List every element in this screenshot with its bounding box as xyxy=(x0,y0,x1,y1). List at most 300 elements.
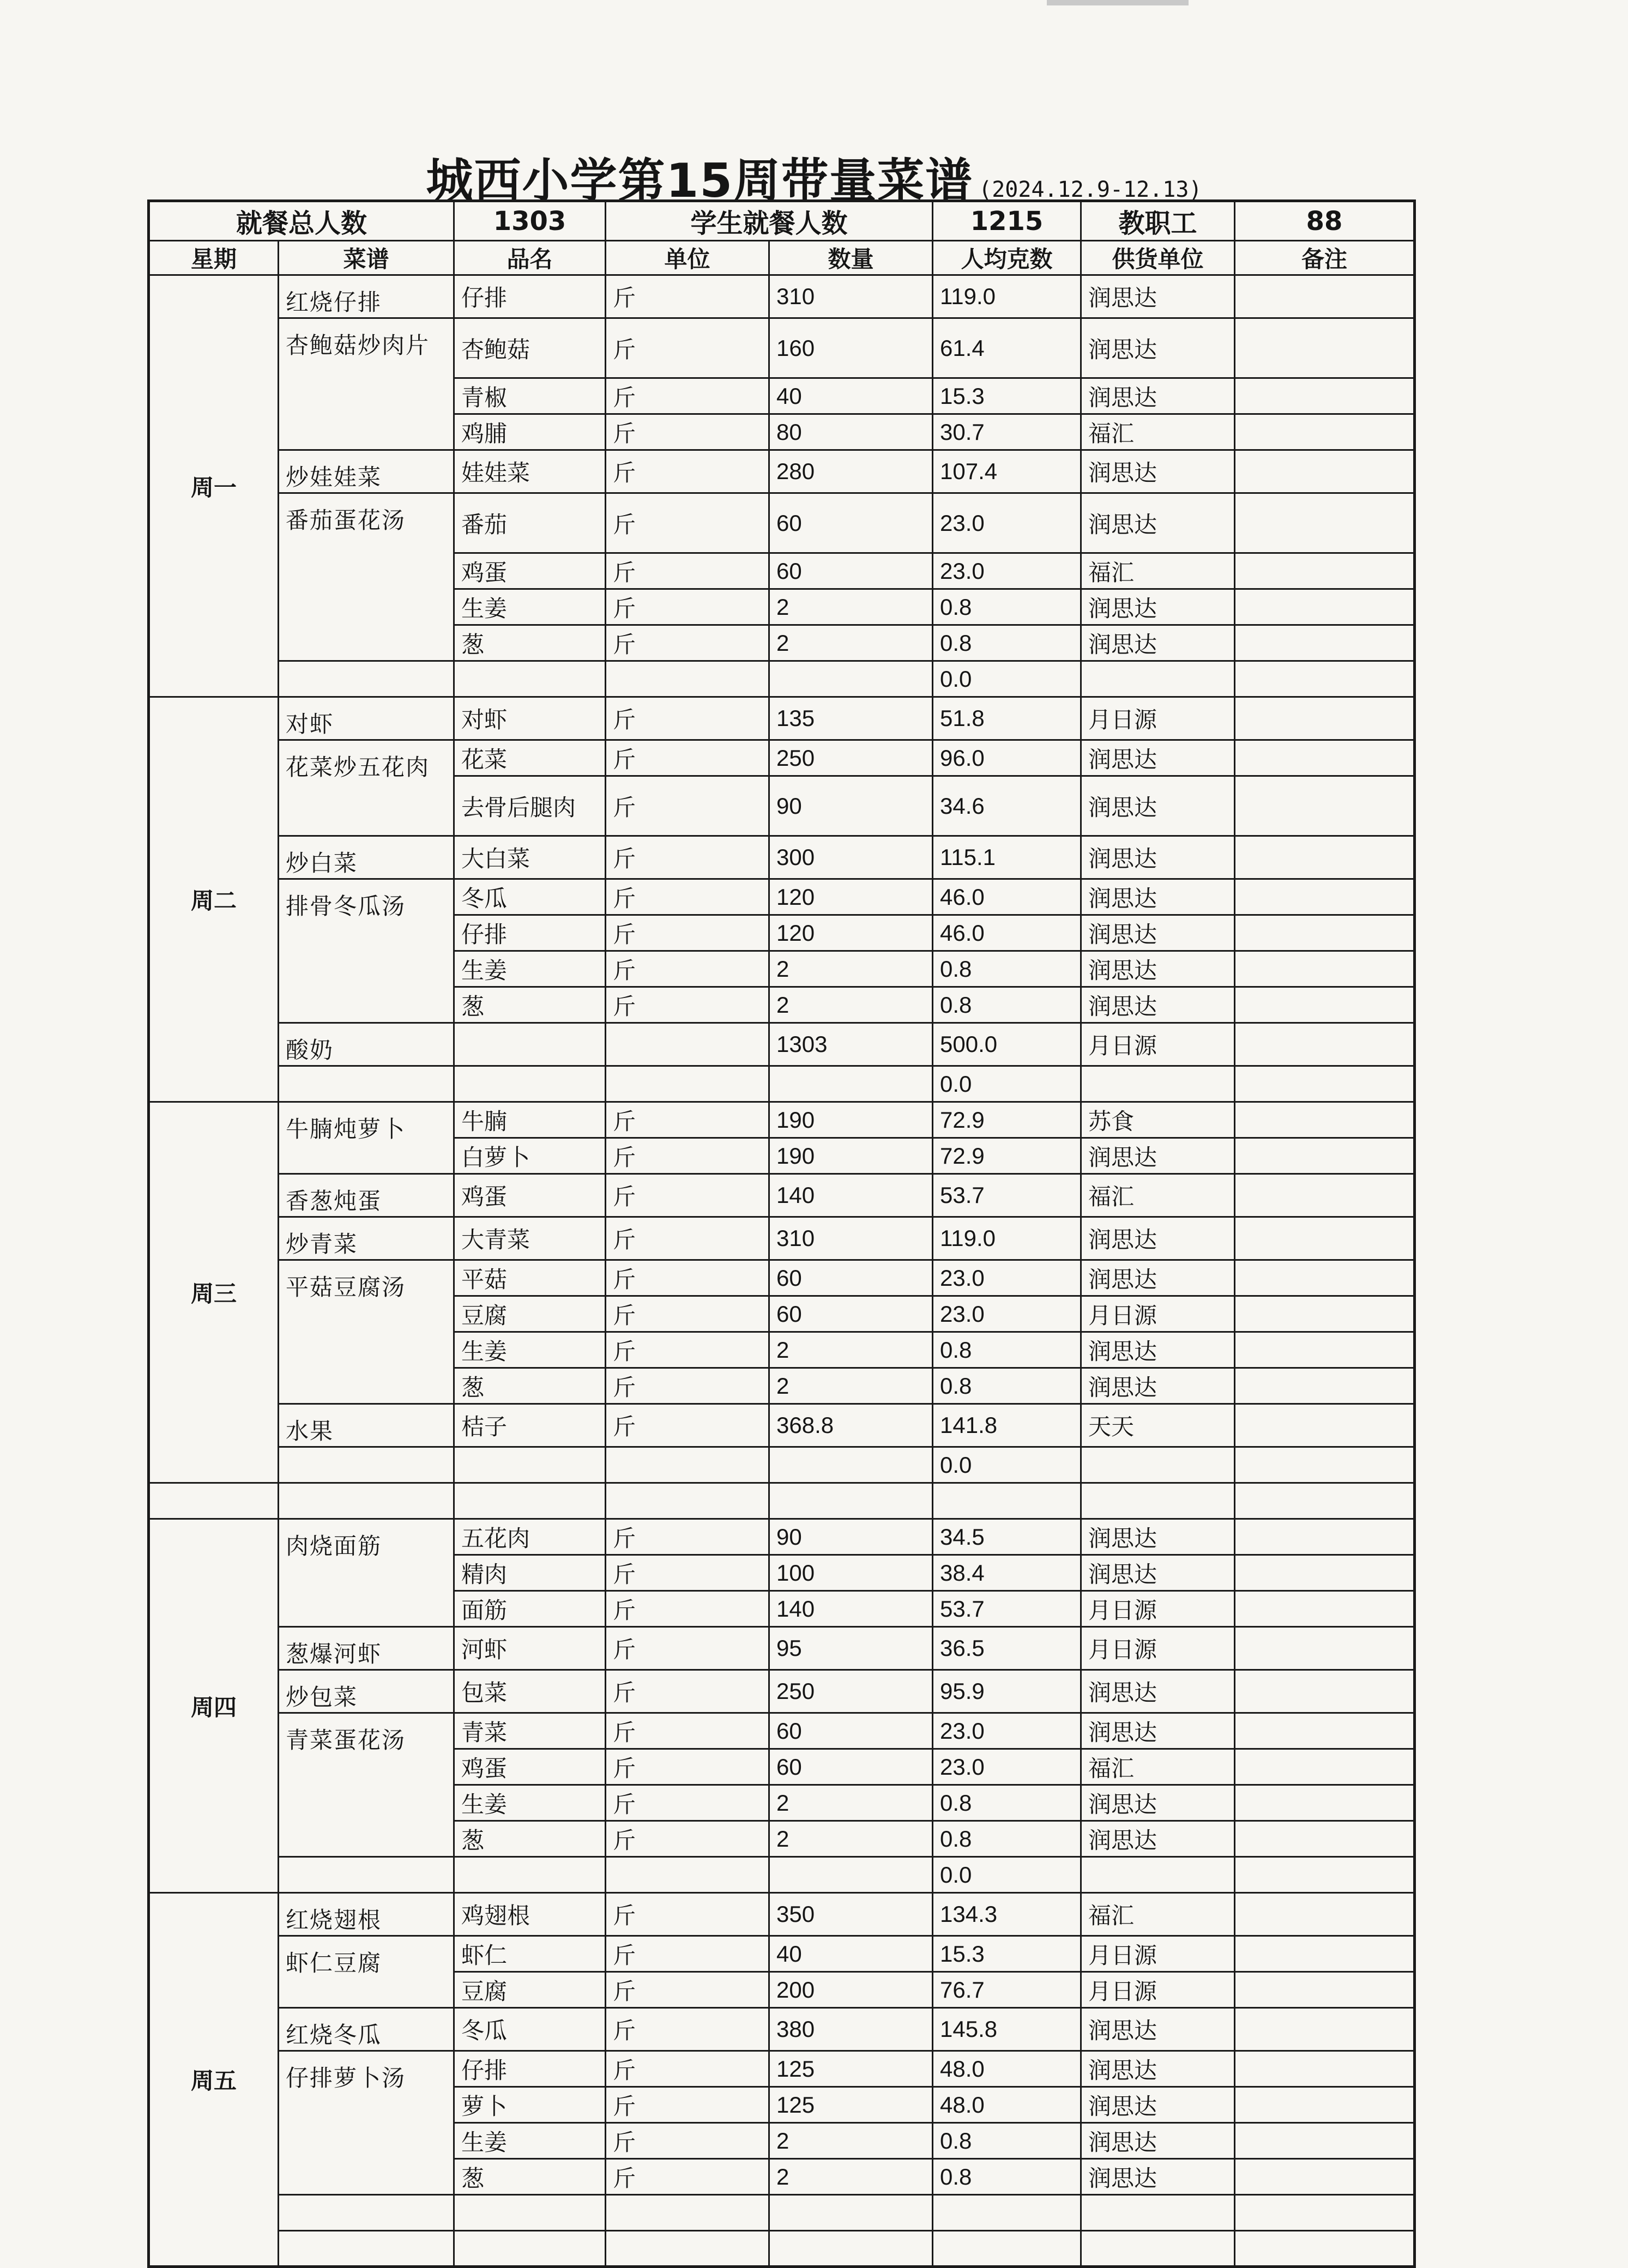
supplier-cell: 润思达 xyxy=(1081,275,1235,318)
unit-cell xyxy=(606,2231,769,2267)
per-capita-cell: 23.0 xyxy=(933,1749,1081,1785)
supplier-cell: 福汇 xyxy=(1081,414,1235,450)
remark-cell xyxy=(1235,1296,1415,1332)
dish-cell xyxy=(279,2195,454,2231)
supplier-cell xyxy=(1081,1066,1235,1102)
table-row xyxy=(149,493,1415,553)
qty-cell: 280 xyxy=(769,450,933,493)
supplier-cell: 润思达 xyxy=(1081,740,1235,776)
per-capita-cell: 23.0 xyxy=(933,493,1081,553)
qty-cell: 250 xyxy=(769,1670,933,1713)
remark-cell xyxy=(1235,1066,1415,1102)
table-row xyxy=(149,2008,1415,2051)
item-cell: 豆腐 xyxy=(454,1296,606,1332)
table-row xyxy=(149,836,1415,879)
item-cell: 萝卜 xyxy=(454,2087,606,2123)
item-cell xyxy=(454,1447,606,1483)
spacer-cell xyxy=(1235,1483,1415,1519)
dish-cell: 香葱炖蛋 xyxy=(279,1174,454,1217)
dish-cell: 平菇豆腐汤 xyxy=(279,1260,454,1404)
unit-cell: 斤 xyxy=(606,1404,769,1447)
remark-cell xyxy=(1235,1936,1415,1972)
supplier-cell: 润思达 xyxy=(1081,1821,1235,1857)
table-row xyxy=(149,1404,1415,1447)
unit-cell: 斤 xyxy=(606,493,769,553)
col-header-remark: 备注 xyxy=(1235,241,1415,275)
qty-cell: 60 xyxy=(769,1749,933,1785)
item-cell: 葱 xyxy=(454,987,606,1023)
per-capita-cell: 141.8 xyxy=(933,1404,1081,1447)
table-row xyxy=(149,1893,1415,1936)
dish-cell: 肉烧面筋 xyxy=(279,1519,454,1627)
staff-value: 88 xyxy=(1235,201,1415,241)
unit-cell: 斤 xyxy=(606,318,769,378)
item-cell: 生姜 xyxy=(454,1785,606,1821)
unit-cell: 斤 xyxy=(606,1368,769,1404)
page-title: 城西小学第15周带量菜谱 xyxy=(426,154,974,208)
qty-cell: 200 xyxy=(769,1972,933,2008)
remark-cell xyxy=(1235,697,1415,740)
remark-cell xyxy=(1235,450,1415,493)
remark-cell xyxy=(1235,1785,1415,1821)
qty-cell: 60 xyxy=(769,1260,933,1296)
per-capita-cell: 53.7 xyxy=(933,1174,1081,1217)
supplier-cell: 润思达 xyxy=(1081,776,1235,836)
supplier-cell: 润思达 xyxy=(1081,1138,1235,1174)
remark-cell xyxy=(1235,589,1415,625)
supplier-cell: 福汇 xyxy=(1081,1174,1235,1217)
spacer-cell xyxy=(1081,1483,1235,1519)
remark-cell xyxy=(1235,1368,1415,1404)
remark-cell xyxy=(1235,1749,1415,1785)
remark-cell xyxy=(1235,625,1415,661)
supplier-cell: 润思达 xyxy=(1081,1713,1235,1749)
dish-cell: 葱爆河虾 xyxy=(279,1627,454,1670)
dish-cell: 红烧仔排 xyxy=(279,275,454,318)
qty-cell: 60 xyxy=(769,1296,933,1332)
dish-cell: 炒包菜 xyxy=(279,1670,454,1713)
unit-cell: 斤 xyxy=(606,915,769,951)
dish-cell: 炒娃娃菜 xyxy=(279,450,454,493)
item-cell: 豆腐 xyxy=(454,1972,606,2008)
unit-cell: 斤 xyxy=(606,625,769,661)
per-capita-cell xyxy=(933,2231,1081,2267)
per-capita-cell: 0.8 xyxy=(933,2159,1081,2195)
unit-cell: 斤 xyxy=(606,951,769,987)
item-cell xyxy=(454,661,606,697)
col-header-per-capita: 人均克数 xyxy=(933,241,1081,275)
item-cell: 鸡翅根 xyxy=(454,1893,606,1936)
table-row xyxy=(149,1260,1415,1296)
per-capita-cell: 134.3 xyxy=(933,1893,1081,1936)
qty-cell: 140 xyxy=(769,1591,933,1627)
qty-cell: 190 xyxy=(769,1138,933,1174)
remark-cell xyxy=(1235,1217,1415,1260)
col-header-qty: 数量 xyxy=(769,241,933,275)
unit-cell: 斤 xyxy=(606,589,769,625)
remark-cell xyxy=(1235,2231,1415,2267)
item-cell: 鸡蛋 xyxy=(454,1174,606,1217)
unit-cell: 斤 xyxy=(606,378,769,414)
dish-cell: 对虾 xyxy=(279,697,454,740)
supplier-cell: 润思达 xyxy=(1081,1217,1235,1260)
dish-cell: 红烧翅根 xyxy=(279,1893,454,1936)
student-diners-label: 学生就餐人数 xyxy=(606,201,933,241)
per-capita-cell: 23.0 xyxy=(933,1296,1081,1332)
qty-cell: 60 xyxy=(769,493,933,553)
dish-cell: 水果 xyxy=(279,1404,454,1447)
unit-cell: 斤 xyxy=(606,1138,769,1174)
qty-cell: 2 xyxy=(769,1785,933,1821)
supplier-cell: 月日源 xyxy=(1081,697,1235,740)
per-capita-cell: 96.0 xyxy=(933,740,1081,776)
day-cell: 周五 xyxy=(149,1893,279,2267)
supplier-cell xyxy=(1081,2195,1235,2231)
remark-cell xyxy=(1235,1670,1415,1713)
day-cell: 周一 xyxy=(149,275,279,697)
qty-cell: 310 xyxy=(769,1217,933,1260)
item-cell: 娃娃菜 xyxy=(454,450,606,493)
qty-cell: 40 xyxy=(769,378,933,414)
item-cell: 冬瓜 xyxy=(454,2008,606,2051)
col-header-supplier: 供货单位 xyxy=(1081,241,1235,275)
unit-cell: 斤 xyxy=(606,1785,769,1821)
spacer-cell xyxy=(454,1483,606,1519)
day-cell: 周二 xyxy=(149,697,279,1102)
remark-cell xyxy=(1235,1332,1415,1368)
unit-cell: 斤 xyxy=(606,1260,769,1296)
item-cell: 花菜 xyxy=(454,740,606,776)
unit-cell: 斤 xyxy=(606,836,769,879)
table-row xyxy=(149,1023,1415,1066)
spacer-cell xyxy=(606,1483,769,1519)
staff-label: 教职工 xyxy=(1081,201,1235,241)
unit-cell: 斤 xyxy=(606,1749,769,1785)
per-capita-cell: 38.4 xyxy=(933,1555,1081,1591)
qty-cell: 368.8 xyxy=(769,1404,933,1447)
item-cell: 冬瓜 xyxy=(454,879,606,915)
table-row xyxy=(149,1857,1415,1893)
supplier-cell: 润思达 xyxy=(1081,318,1235,378)
supplier-cell: 月日源 xyxy=(1081,1023,1235,1066)
qty-cell: 90 xyxy=(769,776,933,836)
per-capita-cell: 46.0 xyxy=(933,879,1081,915)
item-cell: 葱 xyxy=(454,2159,606,2195)
remark-cell xyxy=(1235,553,1415,589)
qty-cell: 2 xyxy=(769,589,933,625)
qty-cell: 120 xyxy=(769,915,933,951)
item-cell: 生姜 xyxy=(454,951,606,987)
remark-cell xyxy=(1235,2008,1415,2051)
col-header-unit: 单位 xyxy=(606,241,769,275)
item-cell: 白萝卜 xyxy=(454,1138,606,1174)
per-capita-cell: 48.0 xyxy=(933,2087,1081,2123)
item-cell: 生姜 xyxy=(454,1332,606,1368)
remark-cell xyxy=(1235,1447,1415,1483)
qty-cell: 60 xyxy=(769,1713,933,1749)
per-capita-cell: 107.4 xyxy=(933,450,1081,493)
supplier-cell: 润思达 xyxy=(1081,1332,1235,1368)
table-row xyxy=(149,1519,1415,1555)
unit-cell: 斤 xyxy=(606,1332,769,1368)
item-cell: 鸡蛋 xyxy=(454,553,606,589)
table-row xyxy=(149,1713,1415,1749)
dish-cell: 炒青菜 xyxy=(279,1217,454,1260)
unit-cell: 斤 xyxy=(606,2123,769,2159)
qty-cell: 90 xyxy=(769,1519,933,1555)
qty-cell: 250 xyxy=(769,740,933,776)
unit-cell: 斤 xyxy=(606,1821,769,1857)
qty-cell: 380 xyxy=(769,2008,933,2051)
supplier-cell xyxy=(1081,1447,1235,1483)
per-capita-cell: 119.0 xyxy=(933,275,1081,318)
item-cell: 仔排 xyxy=(454,2051,606,2087)
per-capita-cell: 0.8 xyxy=(933,2123,1081,2159)
col-header-item: 品名 xyxy=(454,241,606,275)
item-cell: 生姜 xyxy=(454,589,606,625)
supplier-cell: 润思达 xyxy=(1081,2123,1235,2159)
unit-cell: 斤 xyxy=(606,1174,769,1217)
remark-cell xyxy=(1235,2159,1415,2195)
item-cell: 鸡脯 xyxy=(454,414,606,450)
remark-cell xyxy=(1235,2123,1415,2159)
remark-cell xyxy=(1235,1404,1415,1447)
unit-cell: 斤 xyxy=(606,776,769,836)
remark-cell xyxy=(1235,740,1415,776)
item-cell: 平菇 xyxy=(454,1260,606,1296)
qty-cell: 2 xyxy=(769,1821,933,1857)
qty-cell: 2 xyxy=(769,1368,933,1404)
unit-cell: 斤 xyxy=(606,1102,769,1138)
date-range: (2024.12.9-12.13) xyxy=(979,177,1202,202)
item-cell: 桔子 xyxy=(454,1404,606,1447)
student-diners-value: 1215 xyxy=(933,201,1081,241)
remark-cell xyxy=(1235,1260,1415,1296)
unit-cell: 斤 xyxy=(606,414,769,450)
remark-cell xyxy=(1235,951,1415,987)
per-capita-cell: 95.9 xyxy=(933,1670,1081,1713)
per-capita-cell: 34.5 xyxy=(933,1519,1081,1555)
per-capita-cell: 46.0 xyxy=(933,915,1081,951)
supplier-cell: 润思达 xyxy=(1081,1785,1235,1821)
dish-cell xyxy=(279,1857,454,1893)
unit-cell: 斤 xyxy=(606,1555,769,1591)
table-row xyxy=(149,1102,1415,1138)
qty-cell: 95 xyxy=(769,1627,933,1670)
remark-cell xyxy=(1235,987,1415,1023)
per-capita-cell: 0.8 xyxy=(933,1785,1081,1821)
col-header-day: 星期 xyxy=(149,241,279,275)
per-capita-cell: 23.0 xyxy=(933,1260,1081,1296)
table-row xyxy=(149,1066,1415,1102)
table-row xyxy=(149,450,1415,493)
per-capita-cell: 30.7 xyxy=(933,414,1081,450)
supplier-cell: 润思达 xyxy=(1081,450,1235,493)
unit-cell xyxy=(606,1066,769,1102)
unit-cell: 斤 xyxy=(606,1936,769,1972)
remark-cell xyxy=(1235,1857,1415,1893)
per-capita-cell: 0.8 xyxy=(933,589,1081,625)
remark-cell xyxy=(1235,318,1415,378)
supplier-cell: 润思达 xyxy=(1081,2051,1235,2087)
supplier-cell: 月日源 xyxy=(1081,1936,1235,1972)
unit-cell: 斤 xyxy=(606,1519,769,1555)
unit-cell: 斤 xyxy=(606,275,769,318)
unit-cell: 斤 xyxy=(606,1670,769,1713)
dish-cell: 牛腩炖萝卜 xyxy=(279,1102,454,1174)
summary-row xyxy=(149,201,1415,241)
supplier-cell: 润思达 xyxy=(1081,1519,1235,1555)
table-row xyxy=(149,740,1415,776)
qty-cell: 300 xyxy=(769,836,933,879)
item-cell xyxy=(454,2195,606,2231)
item-cell: 包菜 xyxy=(454,1670,606,1713)
item-cell: 精肉 xyxy=(454,1555,606,1591)
qty-cell: 2 xyxy=(769,951,933,987)
supplier-cell: 润思达 xyxy=(1081,378,1235,414)
supplier-cell: 润思达 xyxy=(1081,1368,1235,1404)
item-cell: 面筋 xyxy=(454,1591,606,1627)
table-row xyxy=(149,1174,1415,1217)
per-capita-cell: 36.5 xyxy=(933,1627,1081,1670)
supplier-cell: 润思达 xyxy=(1081,1260,1235,1296)
remark-cell xyxy=(1235,836,1415,879)
qty-cell: 125 xyxy=(769,2087,933,2123)
remark-cell xyxy=(1235,1893,1415,1936)
per-capita-cell: 0.0 xyxy=(933,1447,1081,1483)
remark-cell xyxy=(1235,1023,1415,1066)
table-row xyxy=(149,661,1415,697)
remark-cell xyxy=(1235,2195,1415,2231)
unit-cell xyxy=(606,1857,769,1893)
dish-cell: 仔排萝卜汤 xyxy=(279,2051,454,2195)
supplier-cell: 润思达 xyxy=(1081,1670,1235,1713)
qty-cell: 2 xyxy=(769,987,933,1023)
dish-cell: 酸奶 xyxy=(279,1023,454,1066)
remark-cell xyxy=(1235,493,1415,553)
qty-cell: 2 xyxy=(769,2159,933,2195)
unit-cell: 斤 xyxy=(606,1627,769,1670)
supplier-cell: 润思达 xyxy=(1081,879,1235,915)
scan-mark xyxy=(1047,0,1189,5)
supplier-cell: 润思达 xyxy=(1081,493,1235,553)
spacer-row xyxy=(149,1483,1415,1519)
col-header-dish: 菜谱 xyxy=(279,241,454,275)
supplier-cell: 月日源 xyxy=(1081,1296,1235,1332)
dish-cell xyxy=(279,661,454,697)
remark-cell xyxy=(1235,1138,1415,1174)
item-cell: 仔排 xyxy=(454,275,606,318)
qty-cell xyxy=(769,2195,933,2231)
qty-cell: 2 xyxy=(769,625,933,661)
table-row xyxy=(149,1217,1415,1260)
supplier-cell: 月日源 xyxy=(1081,1972,1235,2008)
remark-cell xyxy=(1235,1174,1415,1217)
remark-cell xyxy=(1235,879,1415,915)
unit-cell: 斤 xyxy=(606,1893,769,1936)
per-capita-cell: 15.3 xyxy=(933,378,1081,414)
supplier-cell: 苏食 xyxy=(1081,1102,1235,1138)
per-capita-cell: 145.8 xyxy=(933,2008,1081,2051)
remark-cell xyxy=(1235,776,1415,836)
per-capita-cell: 0.8 xyxy=(933,1821,1081,1857)
qty-cell: 100 xyxy=(769,1555,933,1591)
per-capita-cell: 76.7 xyxy=(933,1972,1081,2008)
item-cell: 葱 xyxy=(454,625,606,661)
table-row xyxy=(149,2195,1415,2231)
per-capita-cell: 115.1 xyxy=(933,836,1081,879)
spacer-cell xyxy=(933,1483,1081,1519)
qty-cell xyxy=(769,2231,933,2267)
unit-cell: 斤 xyxy=(606,2008,769,2051)
item-cell xyxy=(454,1066,606,1102)
unit-cell: 斤 xyxy=(606,1217,769,1260)
dish-cell: 青菜蛋花汤 xyxy=(279,1713,454,1857)
supplier-cell: 润思达 xyxy=(1081,2087,1235,2123)
dish-cell: 花菜炒五花肉 xyxy=(279,740,454,836)
item-cell xyxy=(454,1023,606,1066)
qty-cell: 190 xyxy=(769,1102,933,1138)
qty-cell xyxy=(769,1447,933,1483)
dish-cell xyxy=(279,2231,454,2267)
per-capita-cell: 48.0 xyxy=(933,2051,1081,2087)
qty-cell xyxy=(769,1857,933,1893)
per-capita-cell: 0.8 xyxy=(933,625,1081,661)
unit-cell: 斤 xyxy=(606,1296,769,1332)
unit-cell: 斤 xyxy=(606,740,769,776)
supplier-cell: 月日源 xyxy=(1081,1627,1235,1670)
table-row xyxy=(149,1627,1415,1670)
per-capita-cell: 15.3 xyxy=(933,1936,1081,1972)
qty-cell: 2 xyxy=(769,1332,933,1368)
supplier-cell: 润思达 xyxy=(1081,589,1235,625)
unit-cell: 斤 xyxy=(606,879,769,915)
item-cell: 五花肉 xyxy=(454,1519,606,1555)
item-cell xyxy=(454,2231,606,2267)
remark-cell xyxy=(1235,1555,1415,1591)
supplier-cell: 润思达 xyxy=(1081,987,1235,1023)
unit-cell: 斤 xyxy=(606,1972,769,2008)
total-diners-value: 1303 xyxy=(454,201,606,241)
item-cell: 青菜 xyxy=(454,1713,606,1749)
unit-cell: 斤 xyxy=(606,2087,769,2123)
table-row xyxy=(149,1670,1415,1713)
item-cell: 杏鲍菇 xyxy=(454,318,606,378)
per-capita-cell: 23.0 xyxy=(933,553,1081,589)
remark-cell xyxy=(1235,1627,1415,1670)
day-cell: 周四 xyxy=(149,1519,279,1893)
supplier-cell: 润思达 xyxy=(1081,1555,1235,1591)
item-cell: 去骨后腿肉 xyxy=(454,776,606,836)
unit-cell xyxy=(606,1447,769,1483)
unit-cell: 斤 xyxy=(606,1713,769,1749)
table-row xyxy=(149,2231,1415,2267)
per-capita-cell: 72.9 xyxy=(933,1102,1081,1138)
item-cell: 河虾 xyxy=(454,1627,606,1670)
remark-cell xyxy=(1235,1591,1415,1627)
dish-cell: 排骨冬瓜汤 xyxy=(279,879,454,1023)
item-cell: 虾仁 xyxy=(454,1936,606,1972)
item-cell: 牛腩 xyxy=(454,1102,606,1138)
unit-cell xyxy=(606,1023,769,1066)
item-cell: 葱 xyxy=(454,1821,606,1857)
table-row xyxy=(149,697,1415,740)
remark-cell xyxy=(1235,1972,1415,2008)
unit-cell: 斤 xyxy=(606,697,769,740)
supplier-cell: 润思达 xyxy=(1081,2159,1235,2195)
supplier-cell: 润思达 xyxy=(1081,915,1235,951)
qty-cell xyxy=(769,1066,933,1102)
